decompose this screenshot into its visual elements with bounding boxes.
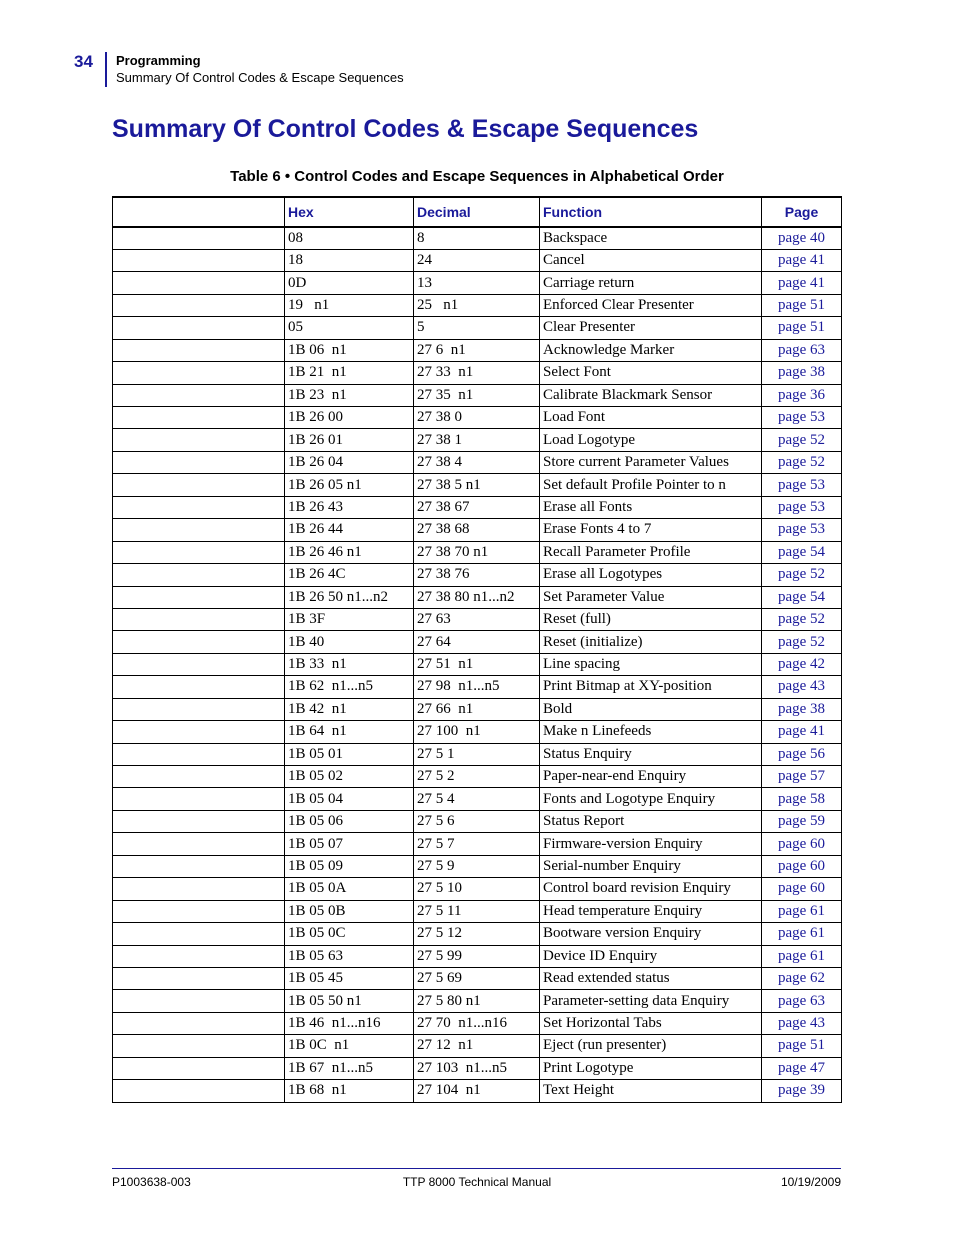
cell-page-link[interactable]: page 53 <box>762 474 842 496</box>
cell-function: Paper-near-end Enquiry <box>540 766 762 788</box>
cell-hex: 1B 3F <box>285 608 414 630</box>
cell-page-link[interactable]: page 39 <box>762 1080 842 1102</box>
cell-page-link[interactable]: page 38 <box>762 698 842 720</box>
cell-page-link[interactable]: page 52 <box>762 451 842 473</box>
cell-hex: 1B 05 01 <box>285 743 414 765</box>
cell-hex: 1B 05 02 <box>285 766 414 788</box>
cell-hex: 1B 62 n1...n5 <box>285 676 414 698</box>
cell-function: Enforced Clear Presenter <box>540 294 762 316</box>
cell-decimal: 27 5 1 <box>414 743 540 765</box>
cell-blank <box>113 900 285 922</box>
cell-blank <box>113 878 285 900</box>
cell-blank <box>113 810 285 832</box>
running-header-section: Programming <box>116 53 201 68</box>
cell-decimal: 27 104 n1 <box>414 1080 540 1102</box>
cell-hex: 1B 21 n1 <box>285 362 414 384</box>
cell-blank <box>113 855 285 877</box>
cell-hex: 1B 42 n1 <box>285 698 414 720</box>
cell-decimal: 27 5 80 n1 <box>414 990 540 1012</box>
cell-blank <box>113 653 285 675</box>
table-row <box>113 294 842 316</box>
cell-function: Erase all Fonts <box>540 496 762 518</box>
cell-page-link[interactable]: page 53 <box>762 407 842 429</box>
cell-hex: 1B 05 06 <box>285 810 414 832</box>
cell-decimal: 27 38 70 n1 <box>414 541 540 563</box>
cell-decimal: 27 38 76 <box>414 564 540 586</box>
cell-function: Make n Linefeeds <box>540 721 762 743</box>
cell-hex: 0D <box>285 272 414 294</box>
cell-blank <box>113 249 285 271</box>
cell-hex: 1B 05 0A <box>285 878 414 900</box>
cell-blank <box>113 743 285 765</box>
table-header-row <box>113 197 842 227</box>
cell-decimal: 27 5 69 <box>414 967 540 989</box>
cell-function: Status Enquiry <box>540 743 762 765</box>
cell-decimal: 27 35 n1 <box>414 384 540 406</box>
cell-hex: 1B 05 09 <box>285 855 414 877</box>
cell-blank <box>113 451 285 473</box>
footer-doc-number: P1003638-003 <box>112 1175 191 1189</box>
table-row <box>113 496 842 518</box>
cell-function: Reset (initialize) <box>540 631 762 653</box>
cell-blank <box>113 384 285 406</box>
footer-divider <box>112 1168 841 1169</box>
cell-function: Head temperature Enquiry <box>540 900 762 922</box>
table-row <box>113 339 842 361</box>
table-row <box>113 990 842 1012</box>
cell-page-link[interactable]: page 43 <box>762 1012 842 1034</box>
cell-blank <box>113 676 285 698</box>
cell-page-link[interactable]: page 51 <box>762 1035 842 1057</box>
cell-page-link[interactable]: page 53 <box>762 496 842 518</box>
table-row <box>113 519 842 541</box>
cell-decimal: 27 5 7 <box>414 833 540 855</box>
table-row <box>113 788 842 810</box>
cell-decimal: 27 5 10 <box>414 878 540 900</box>
cell-decimal: 27 6 n1 <box>414 339 540 361</box>
table-row <box>113 362 842 384</box>
cell-function: Erase all Logotypes <box>540 564 762 586</box>
cell-decimal: 27 38 1 <box>414 429 540 451</box>
cell-decimal: 8 <box>414 227 540 249</box>
cell-hex: 1B 05 0B <box>285 900 414 922</box>
column-header-decimal: Decimal <box>414 197 540 227</box>
cell-decimal: 27 38 0 <box>414 407 540 429</box>
table-row <box>113 608 842 630</box>
cell-hex: 1B 64 n1 <box>285 721 414 743</box>
cell-decimal: 27 66 n1 <box>414 698 540 720</box>
column-header-page: Page <box>762 197 842 227</box>
cell-blank <box>113 1080 285 1102</box>
cell-hex: 1B 26 43 <box>285 496 414 518</box>
cell-function: Store current Parameter Values <box>540 451 762 473</box>
cell-function: Load Font <box>540 407 762 429</box>
cell-decimal: 27 5 2 <box>414 766 540 788</box>
table-row <box>113 698 842 720</box>
cell-blank <box>113 1035 285 1057</box>
cell-decimal: 27 33 n1 <box>414 362 540 384</box>
cell-decimal: 13 <box>414 272 540 294</box>
cell-blank <box>113 990 285 1012</box>
cell-hex: 08 <box>285 227 414 249</box>
cell-hex: 1B 0C n1 <box>285 1035 414 1057</box>
cell-page-link[interactable]: page 52 <box>762 564 842 586</box>
cell-hex: 1B 46 n1...n16 <box>285 1012 414 1034</box>
cell-hex: 1B 05 45 <box>285 967 414 989</box>
table-row <box>113 451 842 473</box>
cell-function: Parameter-setting data Enquiry <box>540 990 762 1012</box>
cell-page-link[interactable]: page 63 <box>762 990 842 1012</box>
cell-page-link[interactable]: page 40 <box>762 227 842 249</box>
header-divider <box>105 52 107 87</box>
cell-page-link[interactable]: page 38 <box>762 362 842 384</box>
cell-blank <box>113 474 285 496</box>
cell-decimal: 27 51 n1 <box>414 653 540 675</box>
cell-page-link[interactable]: page 51 <box>762 294 842 316</box>
table-row <box>113 967 842 989</box>
cell-blank <box>113 945 285 967</box>
control-codes-table <box>112 196 842 1103</box>
table-row <box>113 855 842 877</box>
cell-function: Firmware-version Enquiry <box>540 833 762 855</box>
cell-hex: 1B 26 4C <box>285 564 414 586</box>
cell-function: Set Parameter Value <box>540 586 762 608</box>
cell-hex: 1B 05 63 <box>285 945 414 967</box>
cell-hex: 1B 05 50 n1 <box>285 990 414 1012</box>
table-caption: Table 6 • Control Codes and Escape Sequences in Alphabetical Order <box>230 168 724 185</box>
cell-function: Text Height <box>540 1080 762 1102</box>
cell-page-link[interactable]: page 42 <box>762 653 842 675</box>
cell-page-link[interactable]: page 47 <box>762 1057 842 1079</box>
cell-page-link[interactable]: page 51 <box>762 317 842 339</box>
cell-blank <box>113 608 285 630</box>
cell-blank <box>113 519 285 541</box>
running-header-subsection: Summary Of Control Codes & Escape Sequences <box>116 70 404 85</box>
cell-function: Bootware version Enquiry <box>540 923 762 945</box>
table-row <box>113 900 842 922</box>
cell-decimal: 5 <box>414 317 540 339</box>
cell-function: Serial-number Enquiry <box>540 855 762 877</box>
cell-page-link[interactable]: page 60 <box>762 878 842 900</box>
table-row <box>113 631 842 653</box>
footer-manual-title: TTP 8000 Technical Manual <box>402 1175 552 1189</box>
cell-function: Print Bitmap at XY-position <box>540 676 762 698</box>
cell-function: Erase Fonts 4 to 7 <box>540 519 762 541</box>
column-header-hex: Hex <box>285 197 414 227</box>
cell-page-link[interactable]: page 43 <box>762 676 842 698</box>
cell-hex: 19 n1 <box>285 294 414 316</box>
cell-decimal: 27 100 n1 <box>414 721 540 743</box>
footer-date: 10/19/2009 <box>780 1175 841 1189</box>
cell-decimal: 27 38 5 n1 <box>414 474 540 496</box>
table-row <box>113 923 842 945</box>
cell-function: Backspace <box>540 227 762 249</box>
cell-blank <box>113 317 285 339</box>
cell-page-link[interactable]: page 62 <box>762 967 842 989</box>
table-row <box>113 249 842 271</box>
cell-hex: 1B 26 46 n1 <box>285 541 414 563</box>
cell-function: Reset (full) <box>540 608 762 630</box>
cell-page-link[interactable]: page 52 <box>762 608 842 630</box>
cell-blank <box>113 339 285 361</box>
cell-hex: 1B 26 05 n1 <box>285 474 414 496</box>
cell-page-link[interactable]: page 57 <box>762 766 842 788</box>
table-row <box>113 945 842 967</box>
cell-page-link[interactable]: page 61 <box>762 945 842 967</box>
cell-blank <box>113 541 285 563</box>
cell-page-link[interactable]: page 52 <box>762 429 842 451</box>
cell-decimal: 27 5 11 <box>414 900 540 922</box>
cell-hex: 18 <box>285 249 414 271</box>
cell-decimal: 27 12 n1 <box>414 1035 540 1057</box>
cell-page-link[interactable]: page 41 <box>762 721 842 743</box>
cell-hex: 1B 05 07 <box>285 833 414 855</box>
cell-decimal: 27 5 6 <box>414 810 540 832</box>
cell-blank <box>113 833 285 855</box>
cell-hex: 1B 68 n1 <box>285 1080 414 1102</box>
cell-function: Select Font <box>540 362 762 384</box>
cell-function: Status Report <box>540 810 762 832</box>
cell-function: Line spacing <box>540 653 762 675</box>
cell-hex: 1B 26 50 n1...n2 <box>285 586 414 608</box>
table-row <box>113 1035 842 1057</box>
cell-hex: 05 <box>285 317 414 339</box>
table-row <box>113 1012 842 1034</box>
cell-page-link[interactable]: page 61 <box>762 900 842 922</box>
cell-function: Clear Presenter <box>540 317 762 339</box>
column-header-function: Function <box>540 197 762 227</box>
cell-hex: 1B 26 04 <box>285 451 414 473</box>
cell-blank <box>113 227 285 249</box>
cell-blank <box>113 564 285 586</box>
cell-decimal: 27 70 n1...n16 <box>414 1012 540 1034</box>
cell-function: Bold <box>540 698 762 720</box>
cell-blank <box>113 1057 285 1079</box>
table-row <box>113 474 842 496</box>
cell-blank <box>113 766 285 788</box>
cell-blank <box>113 967 285 989</box>
cell-blank <box>113 496 285 518</box>
table-row <box>113 721 842 743</box>
cell-decimal: 24 <box>414 249 540 271</box>
cell-blank <box>113 923 285 945</box>
cell-blank <box>113 586 285 608</box>
table-row <box>113 429 842 451</box>
table-row <box>113 272 842 294</box>
cell-function: Cancel <box>540 249 762 271</box>
cell-decimal: 27 63 <box>414 608 540 630</box>
page-number: 34 <box>74 52 93 71</box>
cell-hex: 1B 05 04 <box>285 788 414 810</box>
table-row <box>113 653 842 675</box>
cell-hex: 1B 40 <box>285 631 414 653</box>
cell-function: Carriage return <box>540 272 762 294</box>
cell-page-link[interactable]: page 61 <box>762 923 842 945</box>
cell-function: Device ID Enquiry <box>540 945 762 967</box>
cell-decimal: 27 64 <box>414 631 540 653</box>
table-row <box>113 317 842 339</box>
table-row <box>113 1080 842 1102</box>
cell-decimal: 27 38 67 <box>414 496 540 518</box>
cell-function: Read extended status <box>540 967 762 989</box>
cell-page-link[interactable]: page 53 <box>762 519 842 541</box>
cell-decimal: 27 38 4 <box>414 451 540 473</box>
cell-function: Load Logotype <box>540 429 762 451</box>
cell-decimal: 25 n1 <box>414 294 540 316</box>
cell-page-link[interactable]: page 54 <box>762 541 842 563</box>
cell-function: Acknowledge Marker <box>540 339 762 361</box>
cell-function: Set Horizontal Tabs <box>540 1012 762 1034</box>
cell-function: Set default Profile Pointer to n <box>540 474 762 496</box>
cell-blank <box>113 407 285 429</box>
cell-hex: 1B 05 0C <box>285 923 414 945</box>
cell-page-link[interactable]: page 54 <box>762 586 842 608</box>
cell-page-link[interactable]: page 63 <box>762 339 842 361</box>
cell-function: Calibrate Blackmark Sensor <box>540 384 762 406</box>
cell-blank <box>113 1012 285 1034</box>
cell-page-link[interactable]: page 60 <box>762 833 842 855</box>
cell-function: Print Logotype <box>540 1057 762 1079</box>
cell-page-link[interactable]: page 59 <box>762 810 842 832</box>
cell-hex: 1B 33 n1 <box>285 653 414 675</box>
table-row <box>113 833 842 855</box>
cell-function: Control board revision Enquiry <box>540 878 762 900</box>
cell-page-link[interactable]: page 41 <box>762 249 842 271</box>
table-row <box>113 743 842 765</box>
cell-hex: 1B 06 n1 <box>285 339 414 361</box>
cell-blank <box>113 294 285 316</box>
cell-page-link[interactable]: page 58 <box>762 788 842 810</box>
cell-decimal: 27 5 99 <box>414 945 540 967</box>
cell-page-link[interactable]: page 41 <box>762 272 842 294</box>
cell-decimal: 27 5 9 <box>414 855 540 877</box>
cell-decimal: 27 38 68 <box>414 519 540 541</box>
cell-blank <box>113 362 285 384</box>
table-row <box>113 878 842 900</box>
table-row <box>113 1057 842 1079</box>
cell-hex: 1B 26 00 <box>285 407 414 429</box>
cell-decimal: 27 103 n1...n5 <box>414 1057 540 1079</box>
table-row <box>113 766 842 788</box>
cell-page-link[interactable]: page 56 <box>762 743 842 765</box>
page-title: Summary Of Control Codes & Escape Sequences <box>112 115 699 143</box>
cell-hex: 1B 26 01 <box>285 429 414 451</box>
table-row <box>113 676 842 698</box>
cell-decimal: 27 5 12 <box>414 923 540 945</box>
cell-blank <box>113 429 285 451</box>
cell-page-link[interactable]: page 36 <box>762 384 842 406</box>
cell-blank <box>113 272 285 294</box>
column-header-blank <box>113 197 285 227</box>
table-row <box>113 541 842 563</box>
cell-decimal: 27 38 80 n1...n2 <box>414 586 540 608</box>
cell-blank <box>113 698 285 720</box>
table-row <box>113 586 842 608</box>
cell-page-link[interactable]: page 52 <box>762 631 842 653</box>
cell-blank <box>113 788 285 810</box>
cell-blank <box>113 721 285 743</box>
cell-hex: 1B 23 n1 <box>285 384 414 406</box>
cell-function: Recall Parameter Profile <box>540 541 762 563</box>
cell-decimal: 27 98 n1...n5 <box>414 676 540 698</box>
table-body <box>113 227 842 1102</box>
table-row <box>113 384 842 406</box>
cell-hex: 1B 67 n1...n5 <box>285 1057 414 1079</box>
cell-hex: 1B 26 44 <box>285 519 414 541</box>
cell-decimal: 27 5 4 <box>414 788 540 810</box>
cell-function: Fonts and Logotype Enquiry <box>540 788 762 810</box>
table-row <box>113 810 842 832</box>
table-row <box>113 407 842 429</box>
cell-blank <box>113 631 285 653</box>
table-row <box>113 227 842 249</box>
cell-page-link[interactable]: page 60 <box>762 855 842 877</box>
table-row <box>113 564 842 586</box>
cell-function: Eject (run presenter) <box>540 1035 762 1057</box>
